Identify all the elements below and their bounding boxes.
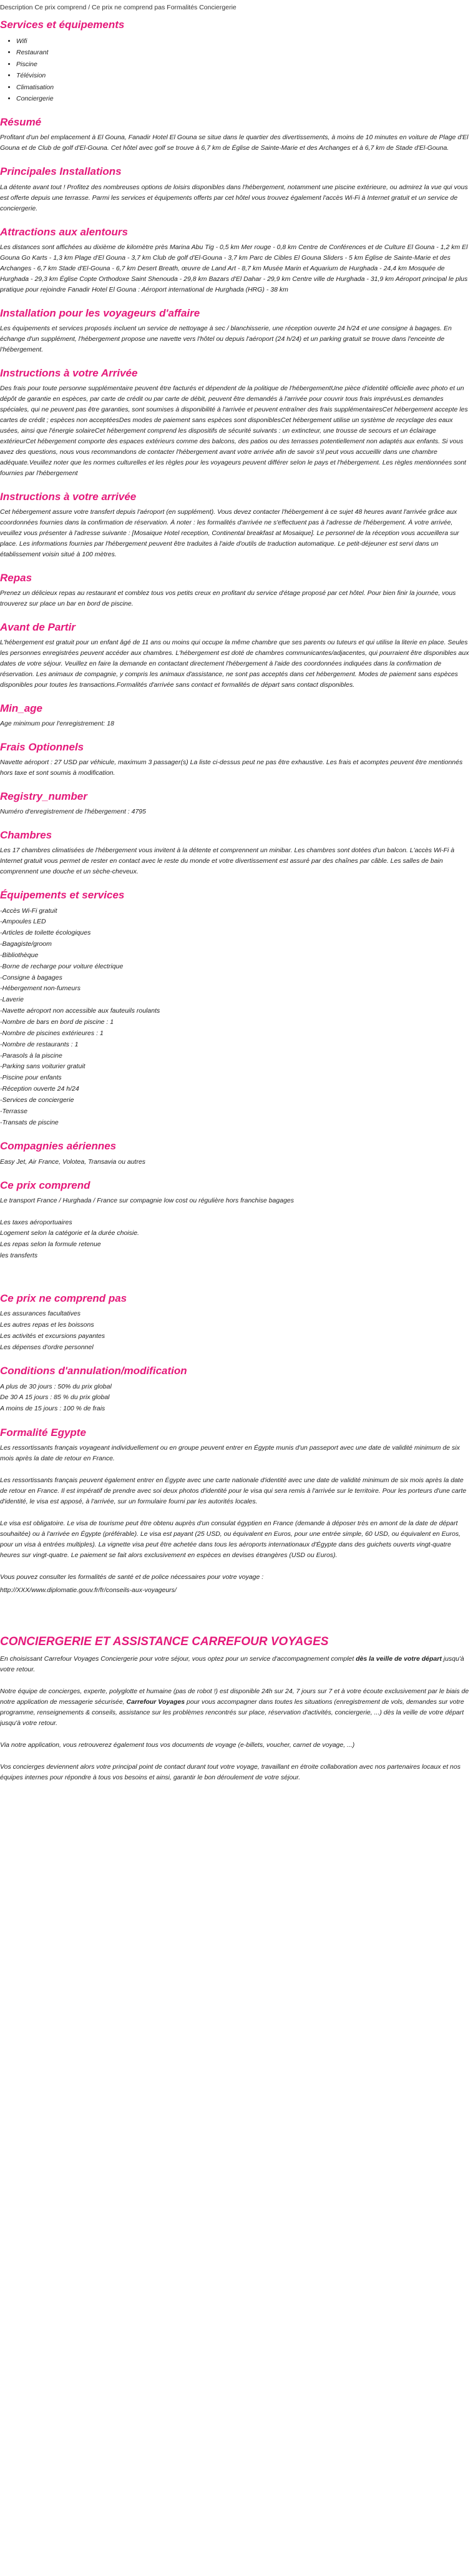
services-item: • Conciergerie	[16, 93, 469, 104]
conciergerie-p1-bold: dès la veille de votre départ	[356, 1654, 442, 1663]
equipements-item: -Parasols à la piscine	[0, 1051, 62, 1059]
ce-prix-comprend-line: Logement selon la catégorie et la durée choisie.	[0, 1229, 139, 1237]
formalite-p4: Vous pouvez consulter les formalités de santé et de police nécessaires pour votre voyage :	[0, 1573, 264, 1581]
formalite-p3: Le visa est obligatoire. Le visa de tourisme peut être obtenu auprès d'un consulat égyptien en France (demande à déposer très en amont de la date de départ souhaitée) ou à l'arrivée en Égypte (préférable). Le visa est payant (25 USD, ou équivalent en Euros, pour une entrée simple, 60 USD, ou équivalent en Euros, pour un visa à entrées multiples). La vignette visa peut être achetée dans tous les aéroports internationaux d'Égypte dans des guichets ouverts vingt-quatre heures sur vingt-quatre. Le paiement se fait alors exclusivement en espèces en devises étrangères (USD ou Euros).	[0, 1520, 461, 1560]
conciergerie-p1-c: jusqu'à votre retour.	[0, 1654, 464, 1673]
conciergerie-p2-bold: Carrefour Voyages	[126, 1698, 185, 1706]
annulation-line: A plus de 30 jours : 50% du prix global	[0, 1382, 112, 1390]
formalite-link[interactable]: http://XXX/www.diplomatie.gouv.fr/fr/conseils-aux-voyageurs/	[0, 1586, 177, 1595]
equipements-item: -Parking sans voiturier gratuit	[0, 1063, 85, 1071]
installation-affaire-text: Les équipements et services proposés incluent un service de nettoyage à sec / blanchisserie, une réception ouverte 24 h/24 et une consigne à bagages. En échange d'un supplément, l'hébergement propose une navette vers l'hôtel ou depuis l'aéroport (24 h/24) et un parking gratuit se trouve dans l'enceinte de l'hébergement.	[0, 324, 452, 353]
ce-prix-comprend-list	[0, 1217, 469, 1262]
annulation-line: A moins de 15 jours : 100 % de frais	[0, 1405, 105, 1413]
ne-comprend-pas-title: Ce prix ne comprend pas	[0, 1292, 127, 1304]
ce-prix-comprend-title: Ce prix comprend	[0, 1179, 90, 1191]
installation-affaire-title: Installation pour les voyageurs d'affaire	[0, 307, 200, 319]
equipements-item: -Réception ouverte 24 h/24	[0, 1085, 79, 1093]
equipements-item: -Transats de piscine	[0, 1118, 59, 1126]
annulation-title: Conditions d'annulation/modification	[0, 1365, 187, 1377]
alentours-title: Attractions aux alentours	[0, 225, 128, 238]
equipements-title: Équipements et services	[0, 889, 125, 902]
ce-prix-comprend-line: Les repas selon la formule retenue	[0, 1241, 101, 1249]
equipements-item: -Bagagiste/groom	[0, 940, 52, 948]
equipements-item: -Terrasse	[0, 1107, 27, 1115]
equipements-item: -Accès Wi-Fi gratuit	[0, 907, 57, 915]
instructions-arrivee-text: Des frais pour toute personne supplémentaire peuvent être facturés et dépendent de la politique de l'hébergementUne pièce d'identité officielle avec photo et un dépôt de garantie en espèces, par carte de crédit ou par carte de débit, peuvent être demandés à l'arrivée pour couvrir tous frais imprévusLes demandes spéciales, qui ne peuvent pas être garanties, sont soumises à disponibilité à l'arrivée et peuvent entraîner des frais supplémentairesCet hébergement accepte les cartes de crédit ; espèces non acceptéesDes modes de paiement sans espèces sont disponiblesCet hébergement utilise un système de recyclage des eaux usées, ainsi que l'énergie solaireCet hébergement comprend les dispositifs de sécurité suivants : un extincteur, une trousse de secours et un éclairage extérieurCet hébergement comporte des espaces extérieurs comme des balcons, des patios ou des terrasses potentiellement non adaptés aux enfants. Si vous avez des questions, nous vous recommandons de contacter l'hébergement avant votre arrivée afin de savoir s'il peut vous accueillir dans une chambre adéquate.Veuillez noter que les normes culturelles et les règles pour les voyageurs peuvent différer selon le pays et l'hébergement. Les règles mentionnées sont fournies par l'hébergement	[0, 384, 468, 477]
equipements-item: -Hébergement non-fumeurs	[0, 985, 80, 993]
conciergerie-p2-a: Notre équipe de concierges, experte, polyglotte et humaine (pas de robot !) est disponible 24h sur 24, 7 jours sur 7 et à votre écoute exclusivement par le biais de notre application de messagerie sécurisée,	[0, 1687, 469, 1706]
services-item: • Wifi	[16, 36, 469, 47]
resume-title: Résumé	[0, 116, 42, 129]
conciergerie-p1-a: En choisissant Carrefour Voyages Conciergerie pour votre séjour, vous optez pour un service d'accompagnement complet	[0, 1654, 356, 1663]
services-title: Services et équipements	[0, 19, 125, 31]
services-list	[0, 36, 469, 104]
conciergerie-p2	[0, 1686, 469, 1729]
min-age-title: Min_age	[0, 702, 43, 715]
installations-text: La détente avant tout ! Profitez des nombreuses options de loisirs disponibles dans l'hébergement, notamment une piscine extérieure, ou admirez la vue qui vous est offerte depuis une terrasse. Parmi les services et équipements offerts par cet hôtel vous trouvez également l'accès Wi-Fi à Internet gratuit et un service de conciergerie.	[0, 183, 468, 212]
equipements-item: -Consigne à bagages	[0, 973, 62, 981]
instructions-arrivee2-title: Instructions à votre arrivée	[0, 490, 137, 503]
compagnies-text: Easy Jet, Air France, Volotea, Transavia ou autres	[0, 1158, 146, 1166]
formalite-p2: Les ressortissants français peuvent également entrer en Égypte avec une carte nationale d'identité avec une date de validité minimum de six mois après la date de retour en France. Il est impératif de prendre avec soi deux photos d'identité pour le visa qui sera remis à l'arrivée sur le territoire. Pour les porteurs d'une carte d'identité, le visa est apposé, à l'arrivée, sur un formulaire fourni par les autorités locales.	[0, 1477, 467, 1506]
formalite-p1: Les ressortissants français voyageant individuellement ou en groupe peuvent entrer en Égypte munis d'un passeport avec une date de validité minimum de six mois après la date de retour en France.	[0, 1444, 460, 1463]
services-item: • Climatisation	[16, 82, 469, 93]
avant-partir-title: Avant de Partir	[0, 621, 76, 633]
ce-prix-comprend-lead: Le transport France / Hurghada / France sur compagnie low cost ou régulière hors franchise bagages	[0, 1196, 295, 1204]
min-age-text: Age minimum pour l'enregistrement: 18	[0, 720, 114, 728]
equipements-list	[0, 906, 469, 1129]
equipements-item: -Services de conciergerie	[0, 1096, 74, 1104]
ne-comprend-pas-line: Les assurances facultatives	[0, 1310, 80, 1318]
equipements-item: -Borne de recharge pour voiture électrique	[0, 962, 124, 970]
ce-prix-comprend-line: Les taxes aéroportuaires	[0, 1218, 72, 1226]
conciergerie-p3: Via notre application, vous retrouverez également tous vos documents de voyage (e-billets, voucher, carnet de voyage, ...)	[0, 1741, 355, 1749]
ce-prix-comprend-line: les transferts	[0, 1252, 38, 1260]
services-item: • Télévision	[16, 70, 469, 81]
chambres-text: Les 17 chambres climatisées de l'hébergement vous invitent à la détente et comprennent un minibar. Les chambres sont dotées d'un balcon. L'accès Wi-Fi à Internet gratuit vous permet de rester en contact avec le reste du monde et votre divertissement est assuré par des chaînes par câble. Les salles de bain comprennent une douche et un sèche-cheveux.	[0, 847, 455, 876]
ne-comprend-pas-line: Les activités et excursions payantes	[0, 1332, 105, 1340]
installations-title: Principales Installations	[0, 165, 122, 178]
conciergerie-p4: Vos concierges deviennent alors votre principal point de contact durant tout votre voyage, travaillant en étroite collaboration avec nos partenaires locaux et nos équipes internes pour répondre à tous vos besoins et ainsi, garantir le bon déroulement de votre séjour.	[0, 1762, 461, 1781]
conciergerie-p2-c: pour vous accompagner dans toutes les situations (enregistrement de vols, demandes sur votre programme, renseignements & conseils, assistance sur les problèmes rencontrés sur place, réservation d'activités, conciergerie, ...) dès la veille de votre départ jusqu'à votre retour.	[0, 1698, 464, 1727]
equipements-item: -Bibliothèque	[0, 951, 39, 959]
chambres-title: Chambres	[0, 829, 52, 842]
equipements-item: -Nombre de bars en bord de piscine : 1	[0, 1018, 114, 1026]
resume-text: Profitant d'un bel emplacement à El Gouna, Fanadir Hotel El Gouna se situe dans le quartier des divertissements, à moins de 10 minutes en voiture de Plage d'El Gouna et de Club de golf d'El-Gouna. Cet hôtel avec golf se trouve à 6,7 km de Église de Sainte-Marie et des Archanges et à 6,7 km de Stade d'El-Gouna.	[0, 134, 469, 152]
equipements-item: -Navette aéroport non accessible aux fauteuils roulants	[0, 1007, 160, 1015]
equipements-item: -Ampoules LED	[0, 918, 46, 926]
services-item: • Piscine	[16, 59, 469, 70]
alentours-text: Les distances sont affichées au dixième de kilomètre près Marina Abu Tig - 0,5 km Mer rouge - 0,8 km Centre de Conférences et de Culture El Gouna - 1,2 km El Gouna Go Karts - 1,3 km Plage d'El Gouna - 3,7 km Club de golf d'El-Gouna - 3,7 km Parc de Cibles El Gouna Sliders - 5 km Église de Sainte-Marie et des Archanges - 6,7 km Stade d'El-Gouna - 6,7 km Desert Breath, œuvre de Land Art - 8,7 km Musée Marin et Aquarium de Hurghada - 24,4 km Mosquée de Hurghada - 29,3 km Église Copte Orthodoxe Saint Shenouda - 29,8 km Bazars d'El Dahar - 29,9 km Centre ville de Hurghada - 31,9 km Aéroport principal le plus pratique pour rejoindre Fanadir Hotel El Gouna : Aéroport international de Hurghada (HRG) - 38 km	[0, 243, 468, 293]
annulation-line: De 30 A 15 jours : 85 % du prix global	[0, 1394, 110, 1402]
conciergerie-p1	[0, 1654, 469, 1675]
instructions-arrivee2-text: Cet hébergement assure votre transfert depuis l'aéroport (en supplément). Vous devez contacter l'hébergement à ce sujet 48 heures avant l'arrivée grâce aux coordonnées fournies dans la confirmation de réservation. À noter : les formalités d'arrivée ne s'effectuent pas à l'adresse de l'hébergement. À votre arrivée, veuillez vous présenter à l'adresse suivante : [Mosaique Hotel reception, Continental breakfast at Mosaique]. Le personnel de la réception vous accueillera sur place. Les informations fournies par l'hébergement peuvent être traduites à l'aide d'outils de traduction automatique. Le petit-déjeuner est servi dans un établissement voisin situé à 100 mètres.	[0, 508, 459, 558]
compagnies-title: Compagnies aériennes	[0, 1140, 117, 1153]
ne-comprend-pas-line: Les dépenses d'ordre personnel	[0, 1343, 94, 1351]
ne-comprend-pas-list	[0, 1309, 469, 1353]
registry-text: Numéro d'enregistrement de l'hébergement : 4795	[0, 808, 146, 816]
ne-comprend-pas-line: Les autres repas et les boissons	[0, 1320, 94, 1329]
repas-title: Repas	[0, 571, 32, 584]
services-item: • Restaurant	[16, 47, 469, 58]
conciergerie-title: CONCIERGERIE ET ASSISTANCE CARREFOUR VOYAGES	[0, 1635, 329, 1649]
repas-text: Prenez un délicieux repas au restaurant et comblez tous vos petits creux en profitant du service d'étage proposé par cet hôtel. Pour bien finir la journée, vous trouverez sur place un bar en bord de piscine.	[0, 589, 456, 607]
equipements-item: -Nombre de piscines extérieures : 1	[0, 1029, 104, 1037]
equipements-item: -Nombre de restaurants : 1	[0, 1040, 79, 1048]
equipements-item: -Laverie	[0, 996, 24, 1004]
instructions-arrivee-title: Instructions à votre Arrivée	[0, 366, 138, 379]
formalite-title: Formalité Egypte	[0, 1427, 86, 1439]
avant-partir-text: L'hébergement est gratuit pour un enfant âgé de 11 ans ou moins qui occupe la même chambre que ses parents ou tuteurs et qui utilise la literie en place. Seules les personnes enregistrées peuvent accéder aux chambres. L'hébergement est doté de chambres communicantes/adjacentes, qui pourraient être disponibles aux dates de votre séjour. Veuillez en faire la demande en contactant directement l'hébergement à l'aide des coordonnées indiquées dans la confirmation de réservation. Les animaux de compagnie, y compris les animaux d'assistance, ne sont pas acceptés dans cet hébergement. Modes de paiement sans espèces disponibles pour toutes les transactions.Formalités d'arrivée sans contact et formalités de départ sans contact disponibles.	[0, 639, 469, 689]
equipements-item: -Articles de toilette écologiques	[0, 929, 91, 937]
frais-optionnels-text: Navette aéroport : 27 USD par véhicule, maximum 3 passager(s) La liste ci-dessus peut ne pas être exhaustive. Les frais et acomptes peuvent être mentionnés hors taxe et sont soumis à modification.	[0, 759, 463, 777]
registry-title: Registry_number	[0, 790, 87, 803]
breadcrumb: Description Ce prix comprend / Ce prix ne comprend pas Formalités Conciergerie	[0, 4, 236, 11]
frais-optionnels-title: Frais Optionnels	[0, 741, 84, 754]
equipements-item: -Piscine pour enfants	[0, 1074, 62, 1082]
annulation-list	[0, 1382, 469, 1415]
